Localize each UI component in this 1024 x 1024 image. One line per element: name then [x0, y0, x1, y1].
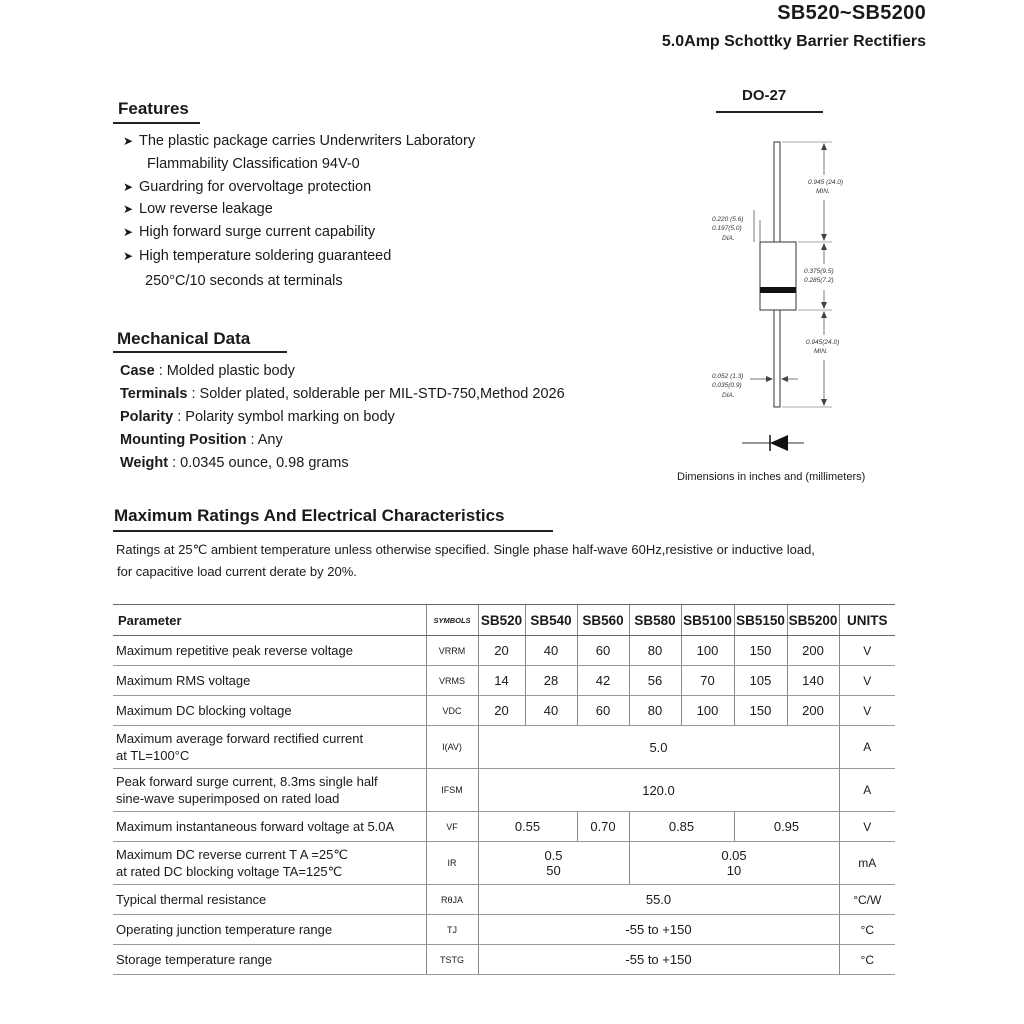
arrow-bullet-icon: ➤	[123, 225, 134, 239]
electrical-characteristics-table	[113, 604, 895, 975]
symbol-cell: TJ	[426, 915, 478, 945]
dim-label: 0.052 (1.3)	[712, 373, 744, 380]
header-sb560: SB560	[577, 605, 629, 636]
features-underline	[113, 122, 200, 124]
header-symbols: SYMBOLS	[426, 605, 478, 636]
unit-cell: V	[839, 666, 895, 696]
param-cell: Maximum RMS voltage	[113, 666, 426, 696]
ratings-underline	[113, 530, 553, 532]
value-cell: 120.0	[478, 769, 839, 812]
param-line: Maximum average forward rectified current	[116, 731, 364, 746]
unit-cell: V	[839, 696, 895, 726]
feature-item	[123, 201, 273, 217]
feature-text: High temperature soldering guaranteed	[139, 248, 392, 264]
value-line: 0.5	[544, 848, 563, 863]
header-sb520: SB520	[478, 605, 525, 636]
param-cell: Typical thermal resistance	[113, 885, 426, 915]
table-row	[113, 666, 895, 696]
value-cell	[629, 842, 839, 885]
dim-label: 0.945 (24.0)	[808, 179, 844, 186]
table-row	[113, 915, 895, 945]
mech-label: Polarity	[120, 409, 174, 425]
param-line: sine-wave superimposed on rated load	[116, 791, 340, 806]
header-parameter: Parameter	[113, 605, 426, 636]
ratings-note-line2: for capacitive load current derate by 20%.	[117, 564, 357, 579]
polarity-symbol-icon	[770, 435, 788, 451]
feature-item	[123, 179, 371, 195]
mech-value: : Polarity symbol marking on body	[173, 409, 395, 425]
mech-value: : 0.0345 ounce, 0.98 grams	[168, 455, 349, 471]
table-row	[113, 945, 895, 975]
feature-text: Low reverse leakage	[139, 201, 273, 217]
value-cell: 55.0	[478, 885, 839, 915]
dim-label: 0.375(9.5)	[804, 268, 834, 275]
unit-cell: V	[839, 812, 895, 842]
value-cell: 70	[681, 666, 734, 696]
value-cell: 200	[787, 636, 839, 666]
header-sb5200: SB5200	[787, 605, 839, 636]
symbol-cell: TSTG	[426, 945, 478, 975]
feature-item-continuation: Flammability Classification 94V-0	[147, 156, 360, 172]
package-title: DO-27	[742, 87, 787, 104]
unit-cell: °C	[839, 945, 895, 975]
dim-label: DIA.	[722, 235, 735, 242]
value-cell: 100	[681, 636, 734, 666]
param-cell	[113, 842, 426, 885]
param-cell: Operating junction temperature range	[113, 915, 426, 945]
mech-mounting	[120, 432, 283, 448]
header-sb580: SB580	[629, 605, 681, 636]
param-cell: Maximum DC blocking voltage	[113, 696, 426, 726]
value-cell: 60	[577, 696, 629, 726]
ratings-note-line1: Ratings at 25℃ ambient temperature unless otherwise specified. Single phase half-wave 60Hz,resistive or inductive load,	[116, 542, 815, 557]
header-sb5150: SB5150	[734, 605, 787, 636]
dimensions-caption: Dimensions in inches and (millimeters)	[677, 471, 866, 483]
symbol-cell: RθJA	[426, 885, 478, 915]
feature-text: Guardring for overvoltage protection	[139, 179, 372, 195]
value-cell	[478, 842, 629, 885]
top-lead	[774, 142, 780, 242]
value-cell: 56	[629, 666, 681, 696]
value-cell: 140	[787, 666, 839, 696]
dim-label: MIN.	[814, 348, 828, 355]
symbol-cell: IR	[426, 842, 478, 885]
symbol-cell: I(AV)	[426, 726, 478, 769]
dim-label: DIA.	[722, 392, 735, 399]
table-row	[113, 636, 895, 666]
param-cell: Storage temperature range	[113, 945, 426, 975]
param-cell	[113, 726, 426, 769]
mech-label: Case	[120, 363, 155, 379]
arrow-bullet-icon: ➤	[123, 202, 134, 216]
value-line: 10	[726, 863, 742, 878]
param-line: Maximum DC reverse current T A =25℃	[116, 847, 348, 862]
part-number-title: SB520~SB5200	[777, 2, 926, 24]
value-line: 50	[546, 863, 561, 878]
mech-label: Terminals	[120, 386, 188, 402]
value-cell: 20	[478, 636, 525, 666]
param-line: at TL=100°C	[116, 748, 190, 763]
value-cell: 5.0	[478, 726, 839, 769]
mech-value: : Any	[246, 432, 283, 448]
table-row	[113, 885, 895, 915]
symbol-cell: IFSM	[426, 769, 478, 812]
param-cell: Maximum repetitive peak reverse voltage	[113, 636, 426, 666]
unit-cell: A	[839, 769, 895, 812]
value-cell: 100	[681, 696, 734, 726]
feature-text: The plastic package carries Underwriters Laboratory	[139, 133, 476, 149]
dim-label: 0.035(0.9)	[712, 382, 742, 389]
dim-label: 0.197(5.0)	[712, 225, 742, 232]
dim-label: 0.945(24.0)	[806, 339, 840, 346]
mech-case	[120, 363, 295, 379]
features-heading: Features	[118, 99, 189, 118]
table-row	[113, 812, 895, 842]
mechanical-underline	[113, 351, 287, 353]
value-cell: 40	[525, 696, 577, 726]
value-cell: -55 to +150	[478, 915, 839, 945]
arrow-bullet-icon: ➤	[123, 134, 134, 148]
dim-label: 0.285(7.2)	[804, 277, 834, 284]
mech-label: Mounting Position	[120, 432, 247, 448]
feature-item	[123, 248, 391, 264]
mech-weight	[120, 455, 349, 471]
value-cell: 0.70	[577, 812, 629, 842]
mech-label: Weight	[120, 455, 169, 471]
value-cell: 0.95	[734, 812, 839, 842]
table-row	[113, 769, 895, 812]
dim-label: MIN.	[816, 188, 830, 195]
symbol-cell: VDC	[426, 696, 478, 726]
cathode-band	[760, 287, 796, 293]
package-outline-drawing	[700, 130, 880, 460]
unit-cell: mA	[839, 842, 895, 885]
mech-terminals	[120, 386, 565, 402]
mech-polarity	[120, 409, 395, 425]
symbol-cell: VF	[426, 812, 478, 842]
value-cell: 0.85	[629, 812, 734, 842]
value-cell: 150	[734, 696, 787, 726]
unit-cell: °C	[839, 915, 895, 945]
table-row	[113, 842, 895, 885]
param-line: Peak forward surge current, 8.3ms single half	[116, 774, 378, 789]
unit-cell: A	[839, 726, 895, 769]
param-line: at rated DC blocking voltage TA=125℃	[116, 864, 343, 879]
feature-item	[123, 224, 375, 240]
mech-value: : Solder plated, solderable per MIL-STD-750,Method 2026	[187, 386, 565, 402]
value-cell: 80	[629, 696, 681, 726]
document-subtitle: 5.0Amp Schottky Barrier Rectifiers	[661, 33, 926, 50]
value-cell: 150	[734, 636, 787, 666]
symbol-cell: VRRM	[426, 636, 478, 666]
param-cell	[113, 769, 426, 812]
value-cell: 42	[577, 666, 629, 696]
feature-item-continuation: 250°C/10 seconds at terminals	[145, 273, 343, 289]
value-cell: 14	[478, 666, 525, 696]
value-cell: 200	[787, 696, 839, 726]
package-title-underline	[716, 111, 823, 113]
feature-text: High forward surge current capability	[139, 224, 376, 240]
arrow-bullet-icon: ➤	[123, 249, 134, 263]
header-sb5100: SB5100	[681, 605, 734, 636]
value-line: 0.05	[721, 848, 747, 863]
arrow-bullet-icon: ➤	[123, 180, 134, 194]
ratings-heading: Maximum Ratings And Electrical Characteristics	[114, 506, 505, 525]
header-sb540: SB540	[525, 605, 577, 636]
dim-label: 0.220 (5.6)	[712, 216, 744, 223]
param-cell: Maximum instantaneous forward voltage at 5.0A	[113, 812, 426, 842]
feature-item	[123, 133, 475, 149]
value-cell: 105	[734, 666, 787, 696]
diode-body	[760, 242, 796, 310]
value-cell: 80	[629, 636, 681, 666]
mech-value: : Molded plastic body	[154, 363, 295, 379]
table-header-row	[113, 605, 895, 636]
mechanical-data-heading: Mechanical Data	[117, 329, 251, 348]
header-units: UNITS	[839, 605, 895, 636]
bottom-lead	[774, 310, 780, 407]
value-cell: 0.55	[478, 812, 577, 842]
table-row	[113, 726, 895, 769]
unit-cell: °C/W	[839, 885, 895, 915]
symbol-cell: VRMS	[426, 666, 478, 696]
value-cell: -55 to +150	[478, 945, 839, 975]
value-cell: 20	[478, 696, 525, 726]
table-row	[113, 696, 895, 726]
value-cell: 40	[525, 636, 577, 666]
value-cell: 60	[577, 636, 629, 666]
unit-cell: V	[839, 636, 895, 666]
value-cell: 28	[525, 666, 577, 696]
